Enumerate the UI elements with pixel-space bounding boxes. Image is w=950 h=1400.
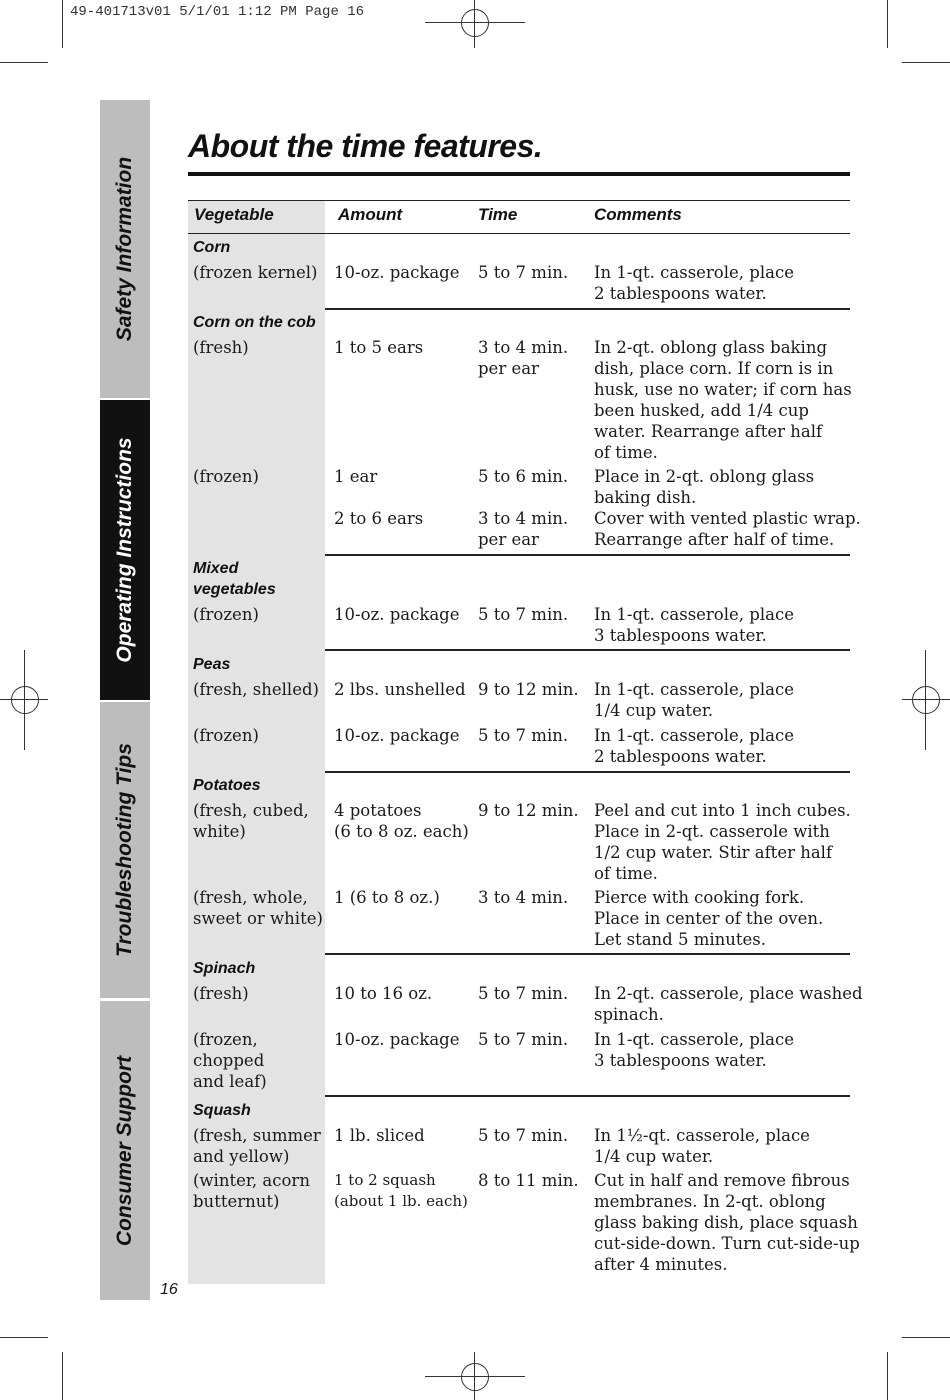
cell-comments: Cover with vented plastic wrap. Rearrange after half of time. <box>594 509 861 549</box>
cell-vegetable: (frozen) <box>193 605 259 624</box>
registration-mark-bottom <box>425 1350 525 1400</box>
cell-vegetable: (fresh, whole, sweet or white) <box>193 888 323 928</box>
cell-time: 8 to 11 min. <box>478 1171 579 1190</box>
section-divider <box>325 1095 850 1097</box>
cell-comments: Cut in half and remove fibrous membranes. In 2-qt. oblong glass baking dish, place squash cut-side-down. Turn cut-side-up after 4 minutes. <box>594 1171 860 1274</box>
cell-time: 5 to 7 min. <box>478 263 569 282</box>
cell-time: 5 to 7 min. <box>478 1126 569 1145</box>
page-number: 16 <box>160 1281 178 1298</box>
crop-mark <box>0 1337 48 1338</box>
cell-vegetable: (fresh, summer and yellow) <box>193 1126 321 1166</box>
section-peas: Peas <box>193 656 231 673</box>
crop-mark <box>902 1337 950 1338</box>
title-divider <box>188 172 850 176</box>
table-header-bottom-rule <box>188 233 850 234</box>
cell-amount: 10 to 16 oz. <box>334 984 433 1003</box>
tab-troubleshooting-tips[interactable] <box>100 702 150 998</box>
cell-time: 9 to 12 min. <box>478 680 579 699</box>
cell-time: 3 to 4 min. per ear <box>478 509 569 549</box>
cell-amount: 10-oz. package <box>334 1030 460 1049</box>
cell-amount: 1 to 5 ears <box>334 338 424 357</box>
cell-comments: Place in 2-qt. oblong glass baking dish. <box>594 467 815 507</box>
cell-time: 5 to 7 min. <box>478 726 569 745</box>
crop-mark <box>62 1352 63 1400</box>
section-divider <box>325 649 850 651</box>
cell-comments: In 1½-qt. casserole, place 1/4 cup water. <box>594 1126 810 1166</box>
page-title: About the time features. <box>188 128 543 164</box>
cell-comments: Peel and cut into 1 inch cubes. Place in 2-qt. casserole with 1/2 cup water. Stir after half of time. <box>594 801 851 883</box>
cell-amount: 1 ear <box>334 467 378 486</box>
cell-comments: In 1-qt. casserole, place 1/4 cup water. <box>594 680 794 720</box>
cell-vegetable: (frozen) <box>193 467 259 486</box>
cell-amount: 10-oz. package <box>334 605 460 624</box>
tab-consumer-support[interactable] <box>100 1001 150 1300</box>
cell-comments: In 1-qt. casserole, place 3 tablespoons water. <box>594 605 794 645</box>
cell-time: 5 to 6 min. <box>478 467 569 486</box>
tab-operating-instructions[interactable] <box>100 400 150 700</box>
cell-vegetable: (winter, acorn butternut) <box>193 1171 310 1211</box>
tab-label: Operating Instructions <box>113 437 136 663</box>
section-squash: Squash <box>193 1102 251 1119</box>
registration-mark-right <box>900 650 950 750</box>
cell-vegetable: (frozen) <box>193 726 259 745</box>
section-corn: Corn <box>193 239 231 256</box>
section-spinach: Spinach <box>193 960 256 977</box>
crop-mark <box>902 62 950 63</box>
cell-amount: 2 lbs. unshelled <box>334 680 466 699</box>
tab-label: Troubleshooting Tips <box>113 743 136 957</box>
cell-vegetable: (frozen kernel) <box>193 263 318 282</box>
cell-amount: 10-oz. package <box>334 263 460 282</box>
cell-time: 5 to 7 min. <box>478 1030 569 1049</box>
section-corn-on-the-cob: Corn on the cob <box>193 314 316 331</box>
cell-amount: 2 to 6 ears <box>334 509 424 528</box>
table-header-top-rule <box>188 200 850 201</box>
cell-comments: In 1-qt. casserole, place 2 tablespoons water. <box>594 726 794 766</box>
section-divider <box>325 308 850 310</box>
header-vegetable: Vegetable <box>194 205 274 224</box>
cell-time: 5 to 7 min. <box>478 984 569 1003</box>
tab-label: Safety Information <box>113 156 136 342</box>
cell-vegetable: (fresh, shelled) <box>193 680 319 699</box>
cell-time: 5 to 7 min. <box>478 605 569 624</box>
cell-comments: In 1-qt. casserole, place 2 tablespoons water. <box>594 263 794 303</box>
section-mixed-vegetables: Mixed vegetables <box>193 560 276 598</box>
cell-comments: In 2-qt. casserole, place washed spinach. <box>594 984 863 1024</box>
cell-vegetable: (fresh) <box>193 984 249 1003</box>
section-divider <box>325 953 850 955</box>
cell-vegetable: (fresh) <box>193 338 249 357</box>
cell-vegetable: (fresh, cubed, white) <box>193 801 309 841</box>
cell-amount: 1 to 2 squash (about 1 lb. each) <box>334 1171 468 1210</box>
cell-amount: 1 (6 to 8 oz.) <box>334 888 440 907</box>
cell-amount: 4 potatoes (6 to 8 oz. each) <box>334 801 469 841</box>
crop-mark <box>887 0 888 48</box>
cell-time: 9 to 12 min. <box>478 801 579 820</box>
cell-amount: 10-oz. package <box>334 726 460 745</box>
cell-time: 3 to 4 min. <box>478 888 569 907</box>
cell-time: 3 to 4 min. per ear <box>478 338 569 378</box>
section-divider <box>325 771 850 773</box>
section-potatoes: Potatoes <box>193 777 261 794</box>
printer-slug: 49-401713v01 5/1/01 1:12 PM Page 16 <box>70 4 365 20</box>
registration-mark-left <box>0 650 50 750</box>
header-comments: Comments <box>594 205 682 224</box>
header-amount: Amount <box>338 205 403 224</box>
crop-mark <box>887 1352 888 1400</box>
crop-mark <box>0 62 48 63</box>
crop-mark <box>62 0 63 48</box>
header-time: Time <box>478 205 518 224</box>
section-divider <box>325 554 850 556</box>
tab-safety-information[interactable] <box>100 100 150 398</box>
cell-comments: In 1-qt. casserole, place 3 tablespoons water. <box>594 1030 794 1070</box>
cell-comments: Pierce with cooking fork. Place in center of the oven. Let stand 5 minutes. <box>594 888 824 949</box>
tab-label: Consumer Support <box>113 1055 136 1246</box>
cell-amount: 1 lb. sliced <box>334 1126 425 1145</box>
registration-mark-top <box>425 0 525 50</box>
cell-comments: In 2-qt. oblong glass baking dish, place corn. If corn is in husk, use no water; if corn has been husked, add 1/4 cup water. Rearrange after half of time. <box>594 338 852 462</box>
cell-vegetable: (frozen, chopped and leaf) <box>193 1030 267 1091</box>
